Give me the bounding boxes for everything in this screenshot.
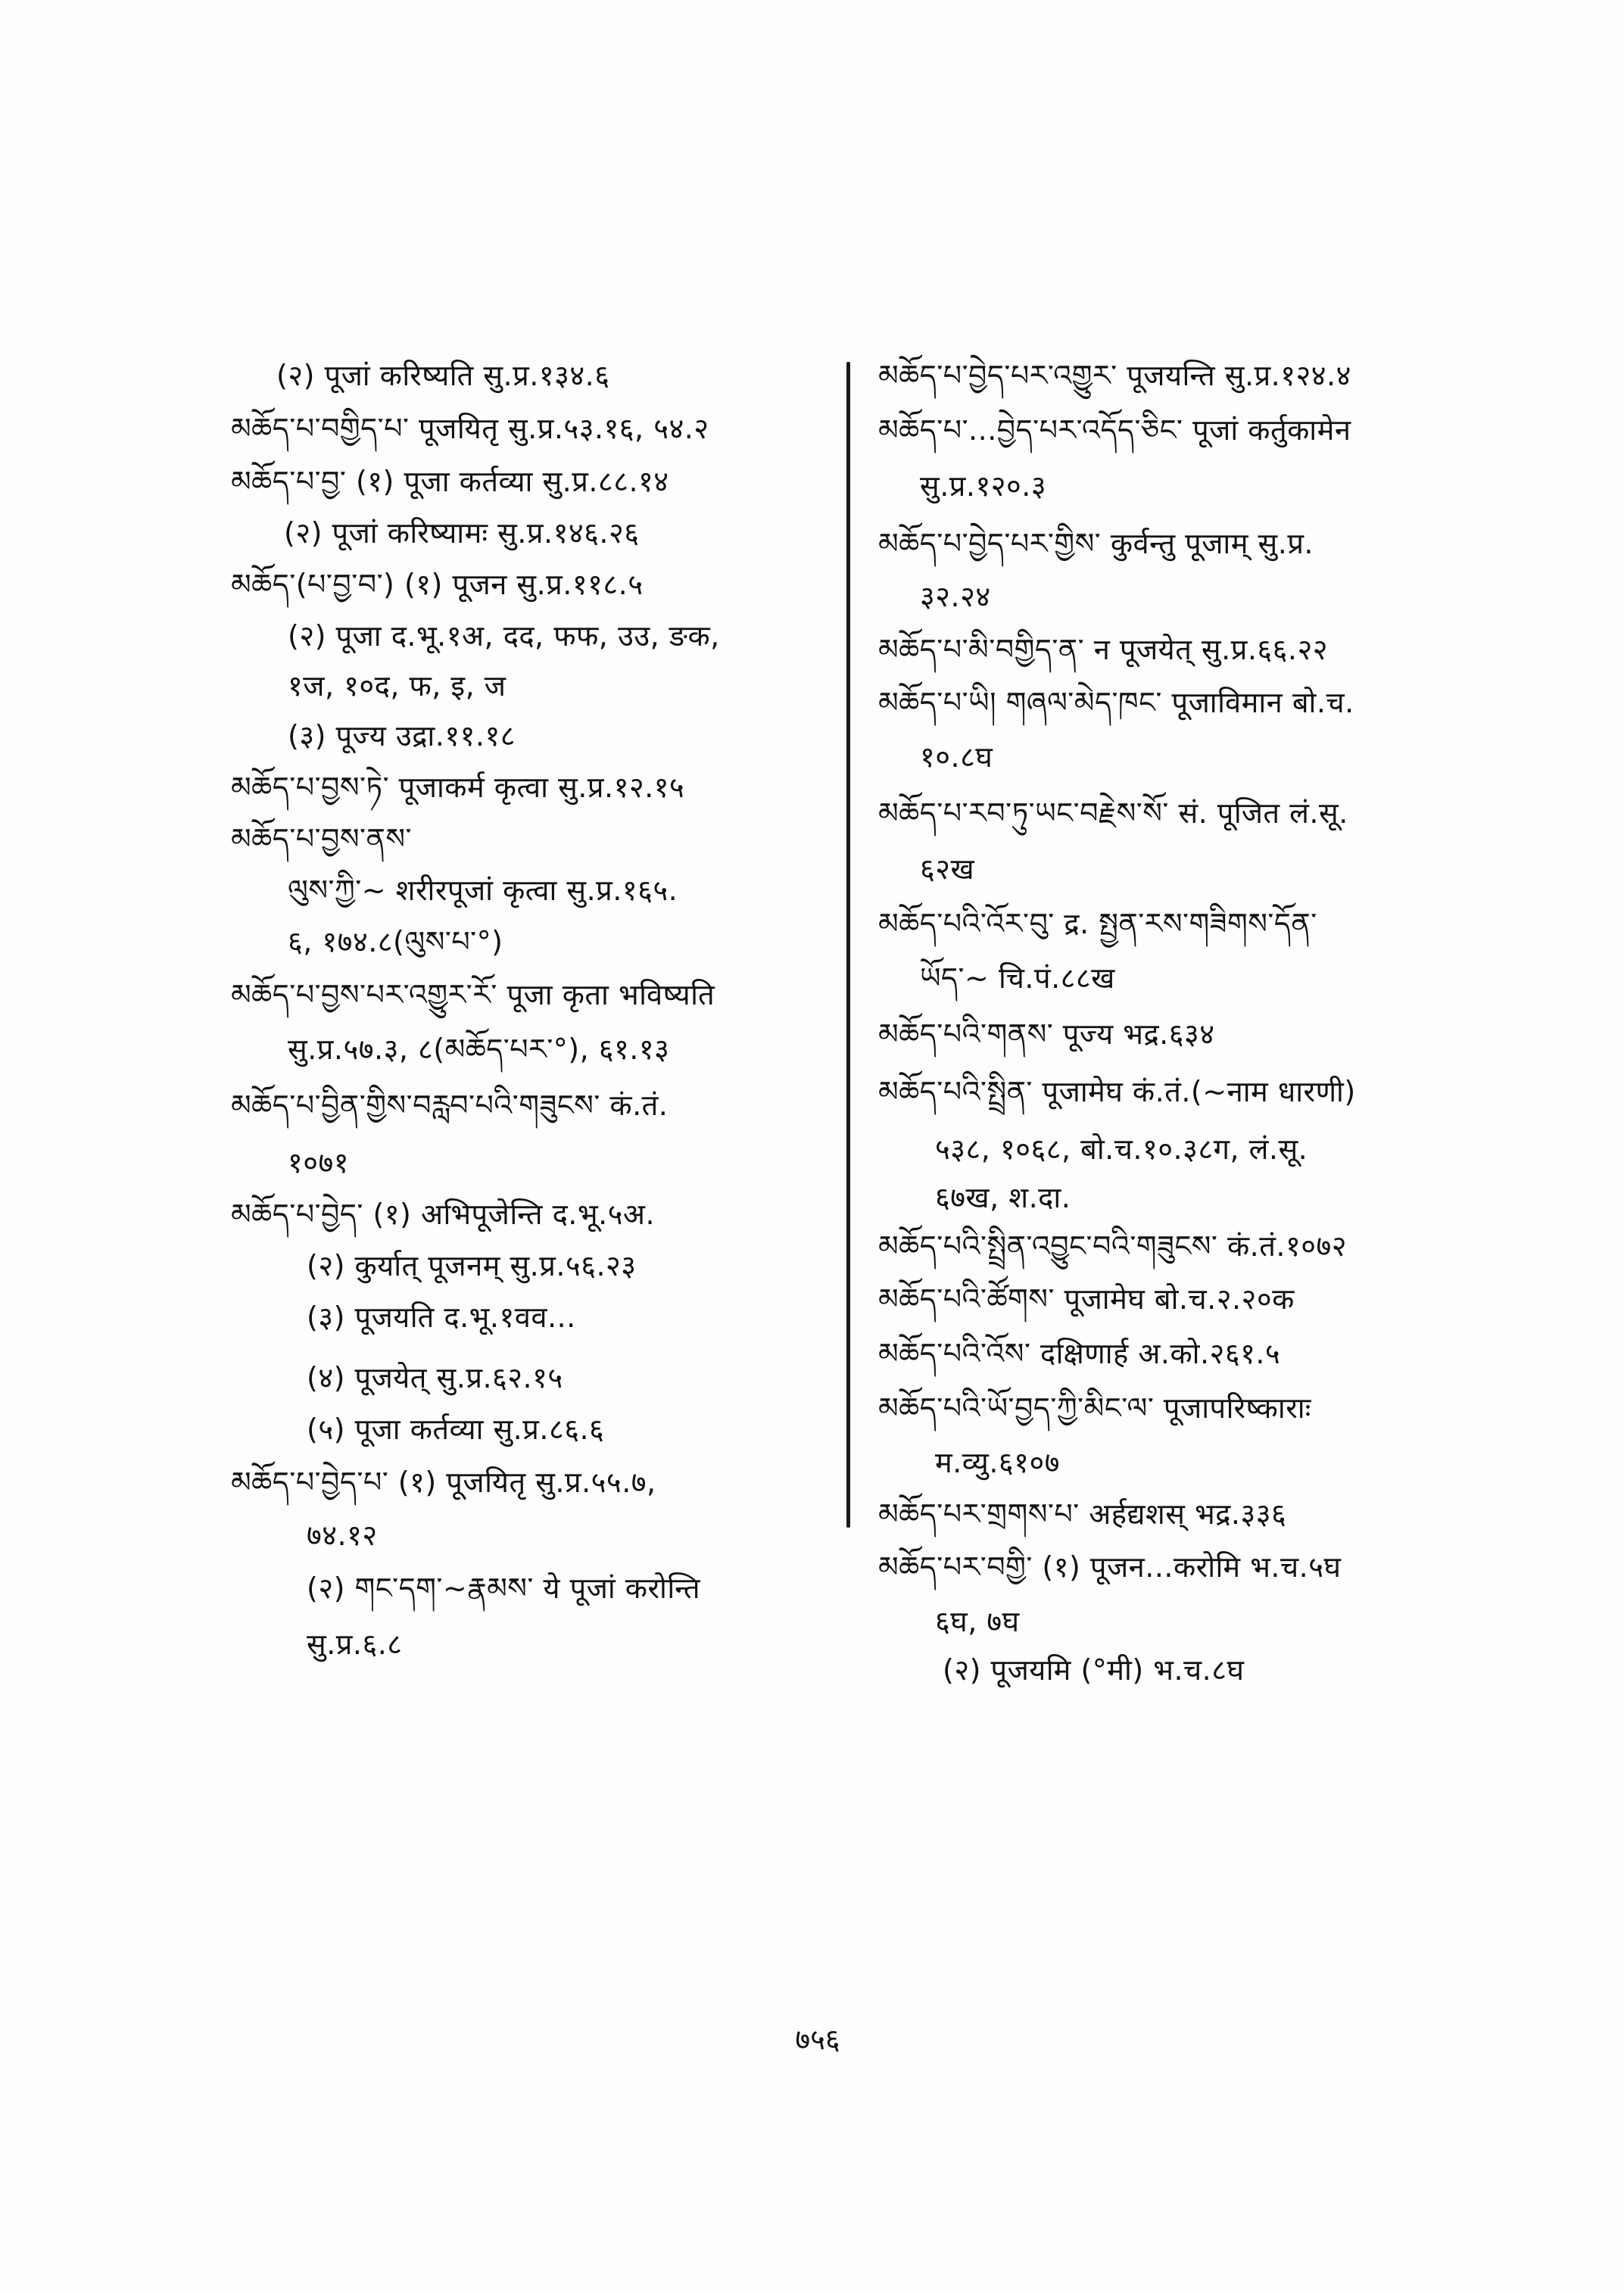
- entry-line: མཆོད་པ་བྱས་ནས་: [231, 822, 413, 855]
- entry-line: (२) གང་དག་~རྣམས་ ये पूजां करोन्ति: [307, 1572, 701, 1605]
- entry-line: མཆོད་པ་བྱེད་པར་འགྱུར་ पूजयन्ति सु.प्र.१२४.४: [878, 359, 1351, 392]
- entry-line: (५) पूजा कर्तव्या सु.प्र.८६.६: [307, 1413, 605, 1446]
- entry-line: ལུས་ཀྱི་~ शरीरपूजां कृत्वा सु.प्र.१६५.: [288, 874, 678, 907]
- entry-line: सु.प्र.५७.३, ८(མཆོད་པར་°), ६१.१३: [288, 1033, 670, 1066]
- entry-line: མཆོད་པ་བགྱིད་པ་ पूजयितृ सु.प्र.५३.१६, ५४.२: [231, 412, 709, 445]
- entry-line: (२) पूजां करिष्यति सु.प्र.१३४.६: [276, 359, 610, 392]
- entry-line: (२) पूजा द.भू.१अ, दद, फफ, उउ, ङक,: [288, 619, 720, 653]
- entry-line: མཆོད་པ་ཡི། གཞལ་མེད་ཁང་ पूजाविमान बो.च.: [878, 686, 1354, 719]
- entry-line: མཆོད་པ་བྱེད་པར་གྱིས་ कुर्वन्तु पूजाम् सु.प्र.: [878, 527, 1314, 560]
- entry-line: ६घ, ७घ: [935, 1605, 1020, 1638]
- entry-line: सु.प्र.१२०.३: [920, 469, 1047, 503]
- entry-line: १०.८घ: [920, 740, 993, 774]
- entry-line: ६७ख, श.दा.: [935, 1181, 1071, 1214]
- column-divider: [846, 362, 850, 1528]
- entry-line: མཆོད་པ་མི་བགྱིད་ན་ न पूजयेत् सु.प्र.६६.२२: [878, 633, 1329, 666]
- entry-line: མཆོད་པ་བྱེད་པ་ (१) पूजयितृ सु.प्र.५५.७,: [231, 1466, 656, 1499]
- entry-line: མཆོད་པའི་འོས་ दक्षिणार्ह अ.को.२६१.५: [878, 1337, 1281, 1370]
- entry-line: མཆོད་པ་བྱེད་ (१) अभिपूजेन्ति द.भू.५अ.: [231, 1198, 656, 1231]
- entry-line: १ज, १०द, फ, इ, ज: [288, 669, 507, 703]
- entry-line: (४) पूजयेत् सु.प्र.६२.१५: [307, 1361, 563, 1394]
- entry-line: མཆོད་པའི་ཡོ་བྱད་ཀྱི་མིང་ལ་ पूजापरिष्काराः: [878, 1391, 1311, 1425]
- entry-line: མཆོད་པའི་གནས་ पूज्य भद्र.६३४: [878, 1017, 1215, 1051]
- entry-line: མཆོད་པའི་འོར་བུ་ द्र. སྤྱན་རས་གཟིགས་དོན་: [878, 907, 1317, 940]
- entry-line: ३२.२४: [920, 580, 991, 613]
- entry-line: མཆོད་པ་བྱིན་གྱིས་བརླབ་པའི་གཟུངས་ कं.तं.: [231, 1089, 669, 1122]
- entry-line: (२) पूजां करिष्यामः सु.प्र.१४६.२६: [284, 516, 640, 550]
- entry-line: མཆོད་པ་བྱས་པར་འགྱུར་རོ་ पूजा कृता भविष्यति: [231, 978, 715, 1011]
- entry-line: མཆོད་པ་...བྱེད་པར་འདོད་ཅིང་ पूजां कर्तुकामेन: [878, 413, 1351, 447]
- entry-line: (३) पूज्य उद्रा.११.१८: [288, 719, 516, 752]
- entry-line: མཆོད་པའི་ཚོགས་ पूजामेघ बो.च.२.२०क: [878, 1282, 1295, 1316]
- entry-line: མཆོད་པའི་སྤྲིན་ पूजामेघ कं.तं.(~नाम धारणी): [878, 1075, 1356, 1108]
- entry-line: མཆོད་(པ་བྱ་བ་) (१) पूजन सु.प्र.११८.५: [231, 568, 644, 601]
- entry-line: མཆོད་པ་བྱ་ (१) पूजा कर्तव्या सु.प्र.८८.१४: [231, 465, 669, 498]
- entry-line: ६२ख: [920, 852, 975, 886]
- entry-line: म.व्यु.६१०७: [935, 1446, 1060, 1479]
- entry-line: ཡོད་~ चि.पं.८८ख: [920, 961, 1115, 995]
- entry-line: ७४.१२: [307, 1519, 378, 1552]
- entry-line: ६, १७४.८(ལུས་པ་°): [288, 925, 503, 958]
- entry-line: མཆོད་པར་གྲགས་པ་ अर्हद्यशस् भद्र.३३६: [878, 1497, 1287, 1531]
- entry-line: ५३८, १०६८, बो.च.१०.३८ग, लं.सू.: [935, 1132, 1308, 1166]
- entry-line: མཆོད་པར་བགྱི་ (१) पूजन...करोमि भ.च.५घ: [878, 1550, 1342, 1584]
- entry-line: सु.प्र.६.८: [307, 1628, 403, 1661]
- page-number: ७५६: [795, 2023, 840, 2056]
- entry-line: མཆོད་པ་རབ་ཏུ་ཡང་བརྗེས་སོ་ सं. पूजित लं.सू.: [878, 796, 1348, 830]
- entry-line: མཆོད་པའི་སྤྲིན་འབྱུང་བའི་གཟུངས་ कं.तं.१०७२: [878, 1229, 1348, 1263]
- entry-line: (३) पूजयति द.भू.१वव...: [307, 1301, 576, 1334]
- entry-line: (२) कुर्यात् पूजनम् सु.प्र.५६.२३: [307, 1249, 637, 1282]
- entry-line: १०७१: [288, 1146, 350, 1179]
- entry-line: མཆོད་པ་བྱས་ཏེ་ पूजाकर्म कृत्वा सु.प्र.१२.१५: [231, 771, 685, 804]
- entry-line: (२) पूजयमि (°मी) भ.च.८घ: [943, 1653, 1245, 1687]
